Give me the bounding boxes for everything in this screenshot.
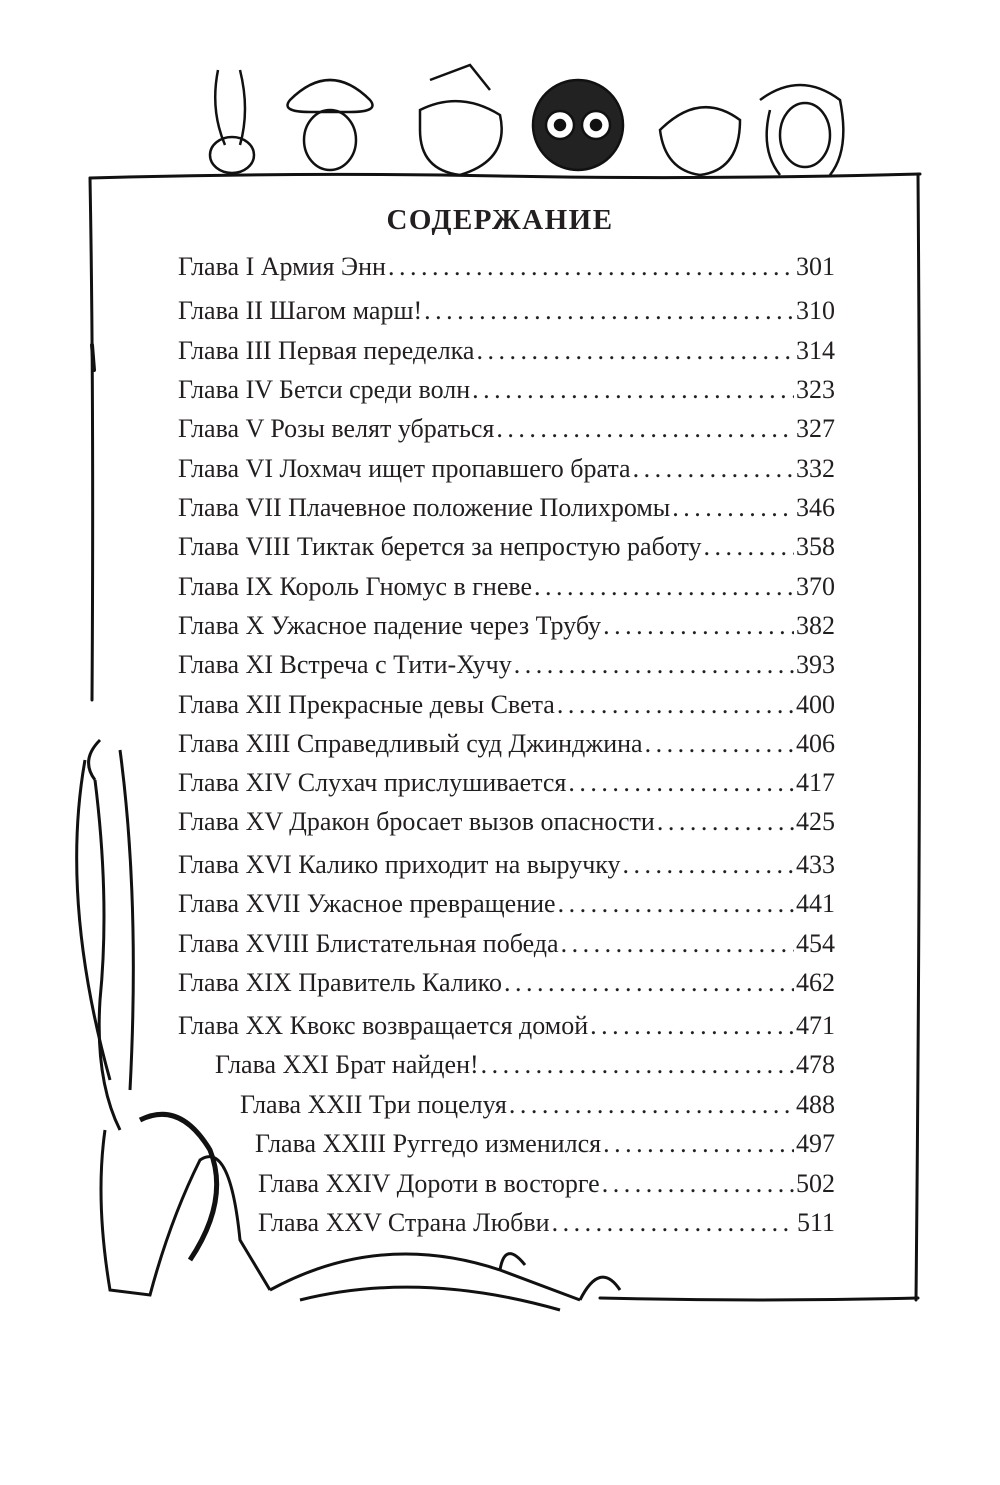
chapter-title: Глава VII Плачевное положение Полихромы [178,493,671,522]
dot-leader [623,850,794,880]
page-number: 393 [796,650,835,679]
toc-entry[interactable] [178,650,835,684]
chapter-title: Глава XXV Страна Любви [258,1208,550,1237]
toc-entry[interactable] [178,296,835,330]
page-number: 433 [796,850,835,879]
dot-leader [388,252,794,282]
page-number: 370 [796,572,835,601]
dot-leader [603,611,794,641]
toc-entry[interactable] [178,850,835,884]
page-number: 478 [796,1050,835,1079]
page-number: 471 [796,1011,835,1040]
page-number: 346 [796,493,835,522]
toc-entry[interactable] [178,768,835,802]
chapter-title: Глава XIII Справедливый суд Джинджина [178,729,643,758]
dot-leader [509,1090,794,1120]
toc-entry[interactable] [255,1129,835,1163]
chapter-title: Глава VIII Тиктак берется за непростую работу [178,532,702,561]
chapter-title: Глава III Первая переделка [178,336,475,365]
chapter-title: Глава XVIII Блистательная победа [178,929,559,958]
toc-entry[interactable] [178,336,835,370]
toc-entry[interactable] [240,1090,835,1124]
dot-leader [704,532,794,562]
page-number: 425 [796,807,835,836]
chapter-title: Глава XVI Калико приходит на выручку [178,850,621,879]
dot-leader [645,729,794,759]
dot-leader [657,807,794,837]
dot-leader [672,493,794,523]
toc-entry[interactable] [258,1208,835,1242]
chapter-title: Глава IV Бетси среди волн [178,375,471,404]
toc-entry[interactable] [178,375,835,409]
page-number: 327 [796,414,835,443]
page-number: 406 [796,729,835,758]
toc-entry[interactable] [178,690,835,724]
page-number: 441 [796,889,835,918]
page-number: 488 [796,1090,835,1119]
dot-leader [558,889,794,919]
page-number: 511 [796,1208,835,1237]
chapter-title: Глава XXII Три поцелуя [240,1090,507,1119]
chapter-title: Глава XIV Слухач прислушивается [178,768,567,797]
toc-entry[interactable] [178,532,835,566]
toc-entry[interactable] [178,493,835,527]
dot-leader [633,454,794,484]
dot-leader [603,1129,794,1159]
dot-leader [561,929,794,959]
toc-entry[interactable] [178,729,835,763]
dot-leader [568,768,794,798]
page-number: 417 [796,768,835,797]
page-number: 301 [796,252,835,281]
characters-illustration [210,65,843,175]
dot-leader [602,1169,794,1199]
dot-leader [481,1050,794,1080]
page-number: 497 [796,1129,835,1158]
page-number: 502 [796,1169,835,1198]
page-number: 323 [796,375,835,404]
chapter-title: Глава XXIII Руггедо изменился [255,1129,602,1158]
page-number: 462 [796,968,835,997]
chapter-title: Глава XV Дракон бросает вызов опасности [178,807,655,836]
toc-entry[interactable] [178,454,835,488]
chapter-title: Глава XI Встреча с Тити-Хучу [178,650,512,679]
toc-title: СОДЕРЖАНИЕ [386,204,614,236]
page-number: 382 [796,611,835,640]
chapter-title: Глава XVII Ужасное превращение [178,889,556,918]
chapter-title: Глава IX Король Гномус в гневе [178,572,533,601]
dot-leader [476,336,794,366]
dot-leader [504,968,794,998]
page-number: 454 [796,929,835,958]
toc-entry[interactable] [178,1011,835,1045]
chapter-title: Глава II Шагом марш! [178,296,423,325]
page-number: 400 [796,690,835,719]
dot-leader [424,296,794,326]
chapter-title: Глава VI Лохмач ищет пропавшего брата [178,454,631,483]
page-number: 314 [796,336,835,365]
toc-entry[interactable] [178,414,835,448]
dot-leader [514,650,794,680]
page-number: 358 [796,532,835,561]
chapter-title: Глава V Розы велят убраться [178,414,495,443]
chapter-title: Глава I Армия Энн [178,252,386,281]
chapter-title: Глава X Ужасное падение через Трубу [178,611,602,640]
toc-entry[interactable] [178,611,835,645]
chapter-title: Глава XXI Брат найден! [215,1050,479,1079]
dot-leader [472,375,794,405]
chapter-title: Глава XX Квокс возвращается домой [178,1011,589,1040]
page-number: 310 [796,296,835,325]
toc-entry[interactable] [178,968,835,1002]
toc-entry[interactable] [178,572,835,606]
dot-leader [534,572,794,602]
toc-entry[interactable] [178,929,835,963]
toc-entry[interactable] [215,1050,835,1084]
toc-entry[interactable] [178,252,835,286]
dot-leader [496,414,794,444]
dot-leader [552,1208,795,1238]
chapter-title: Глава XII Прекрасные девы Света [178,690,555,719]
toc-entry[interactable] [178,807,835,841]
toc-entry[interactable] [178,889,835,923]
toc-entry[interactable] [258,1169,835,1203]
dot-leader [557,690,794,720]
dot-leader [590,1011,794,1041]
chapter-title: Глава XIX Правитель Калико [178,968,502,997]
chapter-title: Глава XXIV Дороти в восторге [258,1169,600,1198]
page-number: 332 [796,454,835,483]
